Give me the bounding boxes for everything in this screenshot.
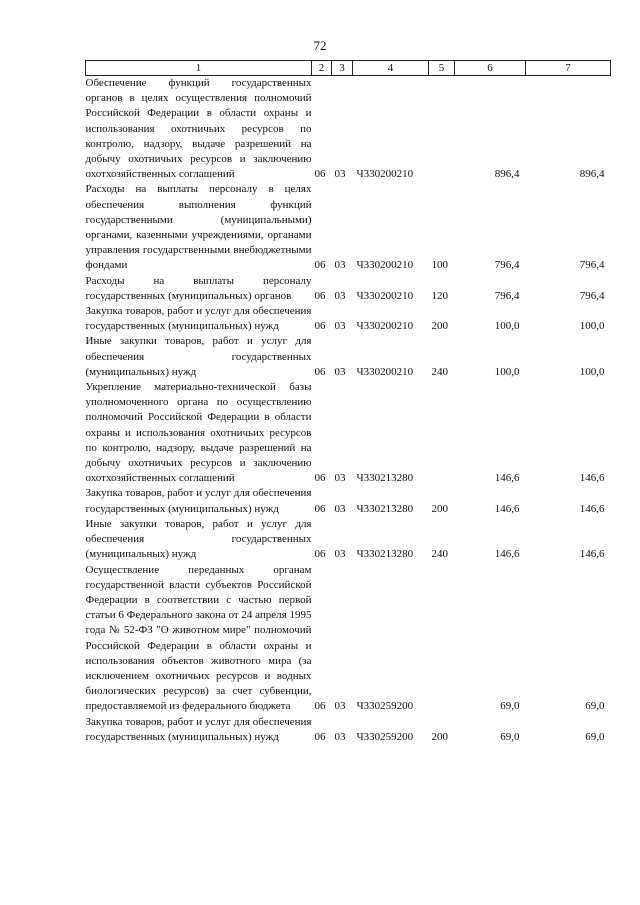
table-row bbox=[86, 334, 611, 380]
row-name: Обеспечение функций государственных органов в целях осуществления полномочий Российской Федерации в области охраны и использования охотничьих ресурсов по контролю, надзору, выдаче разрешений на добычу охотничьих ресурсов и заключению охотхозяйственных соглашений bbox=[85, 77, 312, 181]
row-sum-1: 69,0 bbox=[500, 700, 520, 713]
row-subsection: 03 bbox=[334, 365, 346, 378]
table-row bbox=[86, 517, 611, 563]
row-expense-type: 200 bbox=[431, 320, 448, 333]
table-row bbox=[86, 715, 611, 745]
row-subsection: 03 bbox=[334, 472, 346, 485]
table-row bbox=[86, 486, 611, 516]
header-row bbox=[86, 61, 611, 76]
row-target-code: Ч330200210 bbox=[356, 168, 414, 181]
row-target-code: Ч330200210 bbox=[356, 320, 414, 333]
row-sum-2: 796,4 bbox=[579, 289, 605, 302]
row-expense-type bbox=[429, 76, 455, 183]
table-row bbox=[86, 76, 611, 183]
table-row bbox=[86, 274, 611, 304]
row-section: 06 bbox=[314, 548, 326, 561]
row-sum-1: 896,4 bbox=[494, 168, 520, 181]
page-number: 72 bbox=[313, 38, 327, 53]
row-section: 06 bbox=[314, 700, 326, 713]
row-sum-1: 100,0 bbox=[494, 320, 520, 333]
row-expense-type: 240 bbox=[431, 365, 448, 378]
row-target-code: Ч330259200 bbox=[356, 730, 414, 743]
row-name: Расходы на выплаты персоналу государственных (муниципальных) органов bbox=[85, 274, 312, 302]
row-sum-1: 146,6 bbox=[494, 548, 520, 561]
row-section: 06 bbox=[314, 259, 326, 272]
row-section: 06 bbox=[314, 168, 326, 181]
table-row bbox=[86, 304, 611, 334]
row-sum-1: 146,6 bbox=[494, 502, 520, 515]
row-sum-2: 146,6 bbox=[579, 472, 605, 485]
row-subsection: 03 bbox=[334, 548, 346, 561]
row-section: 06 bbox=[314, 472, 326, 485]
row-sum-1: 796,4 bbox=[494, 289, 520, 302]
row-expense-type: 200 bbox=[431, 502, 448, 515]
row-sum-1: 100,0 bbox=[494, 365, 520, 378]
row-sum-2: 69,0 bbox=[585, 700, 605, 713]
table-header bbox=[86, 61, 611, 76]
header-col-target: 4 bbox=[353, 61, 429, 76]
header-col-expense-type: 5 bbox=[429, 61, 455, 76]
row-target-code: Ч330259200 bbox=[356, 700, 414, 713]
row-section: 06 bbox=[314, 289, 326, 302]
row-subsection: 03 bbox=[334, 502, 346, 515]
row-target-code: Ч330213280 bbox=[356, 502, 414, 515]
row-sum-2: 146,6 bbox=[579, 548, 605, 561]
row-expense-type bbox=[429, 563, 455, 715]
row-sum-2: 69,0 bbox=[585, 730, 605, 743]
budget-table bbox=[85, 60, 611, 745]
row-subsection: 03 bbox=[334, 700, 346, 713]
row-name: Иные закупки товаров, работ и услуг для обеспечения государственных (муниципальных) нужд bbox=[85, 335, 312, 378]
row-section: 06 bbox=[314, 502, 326, 515]
row-sum-2: 100,0 bbox=[579, 320, 605, 333]
row-subsection: 03 bbox=[334, 320, 346, 333]
row-name: Закупка товаров, работ и услуг для обеспечения государственных (муниципальных) нужд bbox=[85, 305, 312, 333]
row-subsection: 03 bbox=[334, 259, 346, 272]
row-sum-2: 146,6 bbox=[579, 502, 605, 515]
row-name: Иные закупки товаров, работ и услуг для обеспечения государственных (муниципальных) нужд bbox=[85, 517, 312, 561]
row-name: Расходы на выплаты персоналу в целях обеспечения выполнения функций государственными (муниципальными) органами, казенными учреждениями, органами управления государственными внебюджетными фондами bbox=[85, 183, 312, 272]
row-name: Закупка товаров, работ и услуг для обеспечения государственных (муниципальных) нужд bbox=[85, 487, 312, 515]
table-row bbox=[86, 182, 611, 273]
header-col-name: 1 bbox=[86, 61, 312, 76]
row-sum-1: 69,0 bbox=[500, 730, 520, 743]
row-name: Осуществление переданных органам государственной власти субъектов Российской Федерации в соответствии с частью первой статьи 6 Федерального закона от 24 апреля 1995 года № 52-ФЗ "О животном мире" полномочий Российской Федерации в области охраны и использования объектов животного мира (за исключением охотничьих ресурсов и водных биологических ресурсов) за счет субвенции, предоставляемой из федерального бюджета bbox=[85, 563, 312, 713]
row-sum-2: 896,4 bbox=[579, 168, 605, 181]
row-subsection: 03 bbox=[334, 289, 346, 302]
table-row bbox=[86, 563, 611, 715]
row-target-code: Ч330200210 bbox=[356, 365, 414, 378]
row-target-code: Ч330200210 bbox=[356, 289, 414, 302]
row-target-code: Ч330213280 bbox=[356, 548, 414, 561]
header-col-sum-2: 7 bbox=[526, 61, 611, 76]
row-sum-1: 146,6 bbox=[494, 472, 520, 485]
table-row bbox=[86, 380, 611, 486]
row-sum-2: 796,4 bbox=[579, 259, 605, 272]
row-section: 06 bbox=[314, 320, 326, 333]
row-expense-type: 100 bbox=[431, 259, 448, 272]
header-col-sum-1: 6 bbox=[455, 61, 526, 76]
table-body bbox=[86, 76, 611, 745]
row-subsection: 03 bbox=[334, 168, 346, 181]
row-sum-1: 796,4 bbox=[494, 259, 520, 272]
row-sum-2: 100,0 bbox=[579, 365, 605, 378]
row-section: 06 bbox=[314, 365, 326, 378]
row-target-code: Ч330213280 bbox=[356, 472, 414, 485]
header-col-section: 2 bbox=[312, 61, 332, 76]
header-col-subsection: 3 bbox=[332, 61, 353, 76]
row-expense-type bbox=[429, 380, 455, 486]
row-target-code: Ч330200210 bbox=[356, 259, 414, 272]
row-section: 06 bbox=[314, 730, 326, 743]
row-name: Укрепление материально-технической базы уполномоченного органа по осуществлению полномочий Российской Федерации в области охраны и использования охотничьих ресурсов по контролю, надзору, выдаче разрешений на добычу охотничьих ресурсов и заключению охотхозяйственных соглашений bbox=[85, 381, 312, 485]
row-name: Закупка товаров, работ и услуг для обеспечения государственных (муниципальных) нужд bbox=[85, 715, 312, 743]
row-expense-type: 240 bbox=[431, 548, 448, 561]
row-subsection: 03 bbox=[334, 730, 346, 743]
row-expense-type: 200 bbox=[431, 730, 448, 743]
row-expense-type: 120 bbox=[431, 289, 448, 302]
